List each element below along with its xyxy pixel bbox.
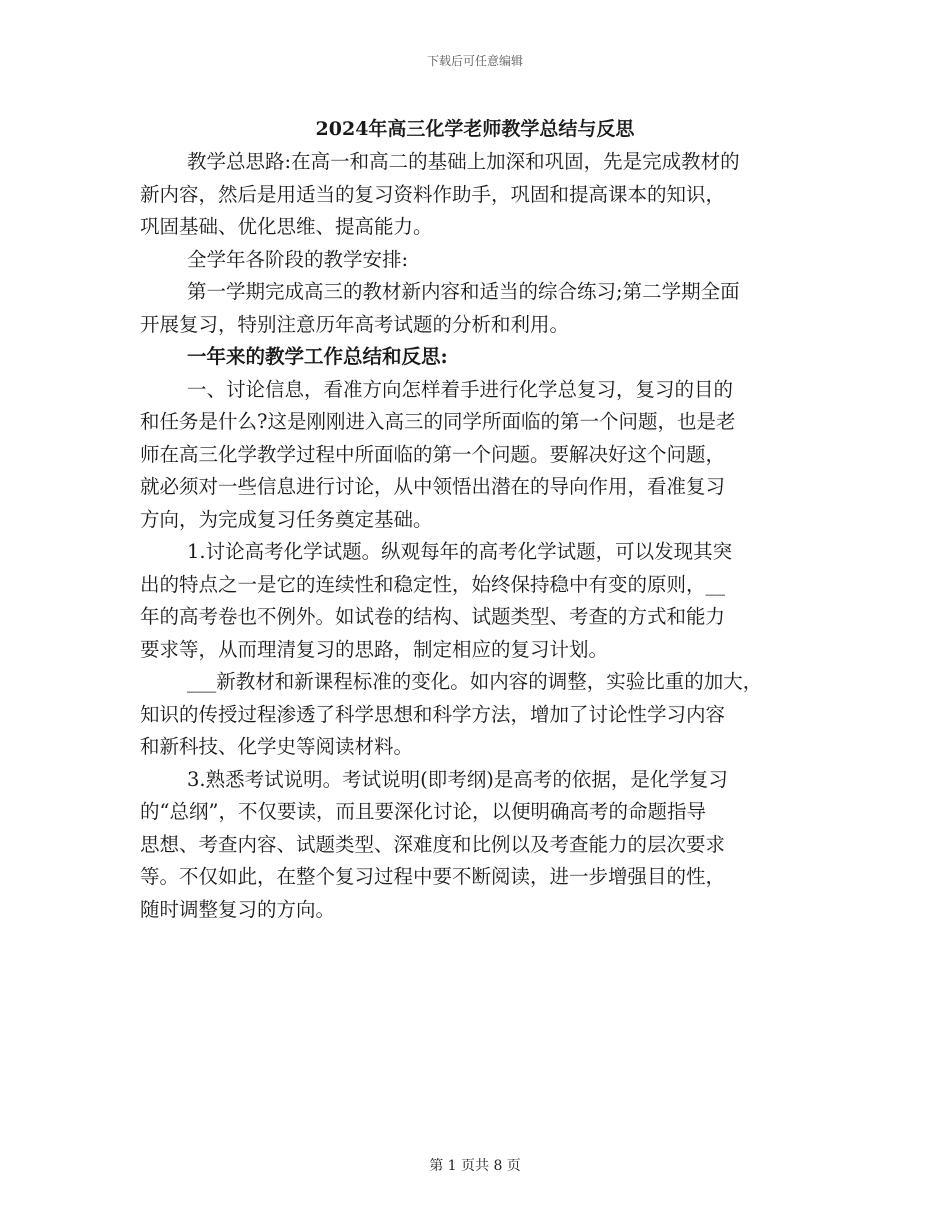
paragraph-line: 和新科技、化学史等阅读材料。 [140, 735, 414, 758]
paragraph-line: 开展复习，特别注意历年高考试题的分析和利用。 [140, 312, 570, 336]
paragraph-line: 要求等，从而理清复习的思路，制定相应的复习计划。 [140, 637, 609, 661]
page-footer: 第 1 页共 8 页 [429, 1158, 521, 1174]
document-title: 2024年高三化学老师教学总结与反思 [315, 118, 635, 140]
paragraph-line: 的“总纲”，不仅要读，而且要深化讨论，以便明确高考的命题指导 [140, 800, 706, 823]
paragraph-line: 1.讨论高考化学试题。纵观每年的高考化学试题，可以发现其突 [187, 540, 733, 563]
paragraph-line: 和任务是什么?这是刚刚进入高三的同学所面临的第一个问题，也是老 [140, 410, 736, 433]
section-heading: 一年来的教学工作总结和反思: [187, 345, 448, 368]
paragraph-line: 第一学期完成高三的教材新内容和适当的综合练习;第二学期全面 [187, 280, 740, 303]
paragraph-line: 巩固基础、优化思维、提高能力。 [140, 215, 433, 238]
paragraph-line: 师在高三化学教学过程中所面临的第一个问题。要解决好这个问题， [140, 442, 726, 466]
paragraph-line: 3.熟悉考试说明。考试说明(即考纲)是高考的依据，是化学复习 [187, 767, 728, 791]
paragraph-line: 等。不仅如此，在整个复习过程中要不断阅读，进一步增强目的性， [140, 865, 726, 888]
paragraph-line: 随时调整复习的方向。 [140, 897, 336, 921]
paragraph-line: 教学总思路:在高一和高二的基础上加深和巩固，先是完成教材的 [187, 150, 740, 173]
paragraph-line: ___新教材和新课程标准的变化。如内容的调整，实验比重的加大， [187, 670, 763, 693]
paragraph-line: 出的特点之一是它的连续性和稳定性，始终保持稳中有变的原则，__ [140, 572, 726, 596]
paragraph-line: 知识的传授过程渗透了科学思想和科学方法，增加了讨论性学习内容 [140, 702, 726, 726]
paragraph-line: 一、讨论信息，看准方向怎样着手进行化学总复习，复习的目的 [187, 377, 734, 401]
paragraph-line: 就必须对一些信息进行讨论，从中领悟出潜在的导向作用，看准复习 [140, 475, 726, 498]
paragraph-line: 方向，为完成复习任务奠定基础。 [140, 507, 433, 531]
paragraph-line: 思想、考查内容、试题类型、深难度和比例以及考查能力的层次要求 [140, 832, 726, 856]
document-body [140, 146, 820, 926]
paragraph-line: 年的高考卷也不例外。如试卷的结构、试题类型、考查的方式和能力 [140, 605, 726, 628]
page-header: 下载后可任意编辑 [426, 54, 523, 68]
paragraph-line: 新内容，然后是用适当的复习资料作助手，巩固和提高课本的知识， [140, 182, 726, 206]
paragraph-line: 全学年各阶段的教学安排: [187, 247, 409, 271]
